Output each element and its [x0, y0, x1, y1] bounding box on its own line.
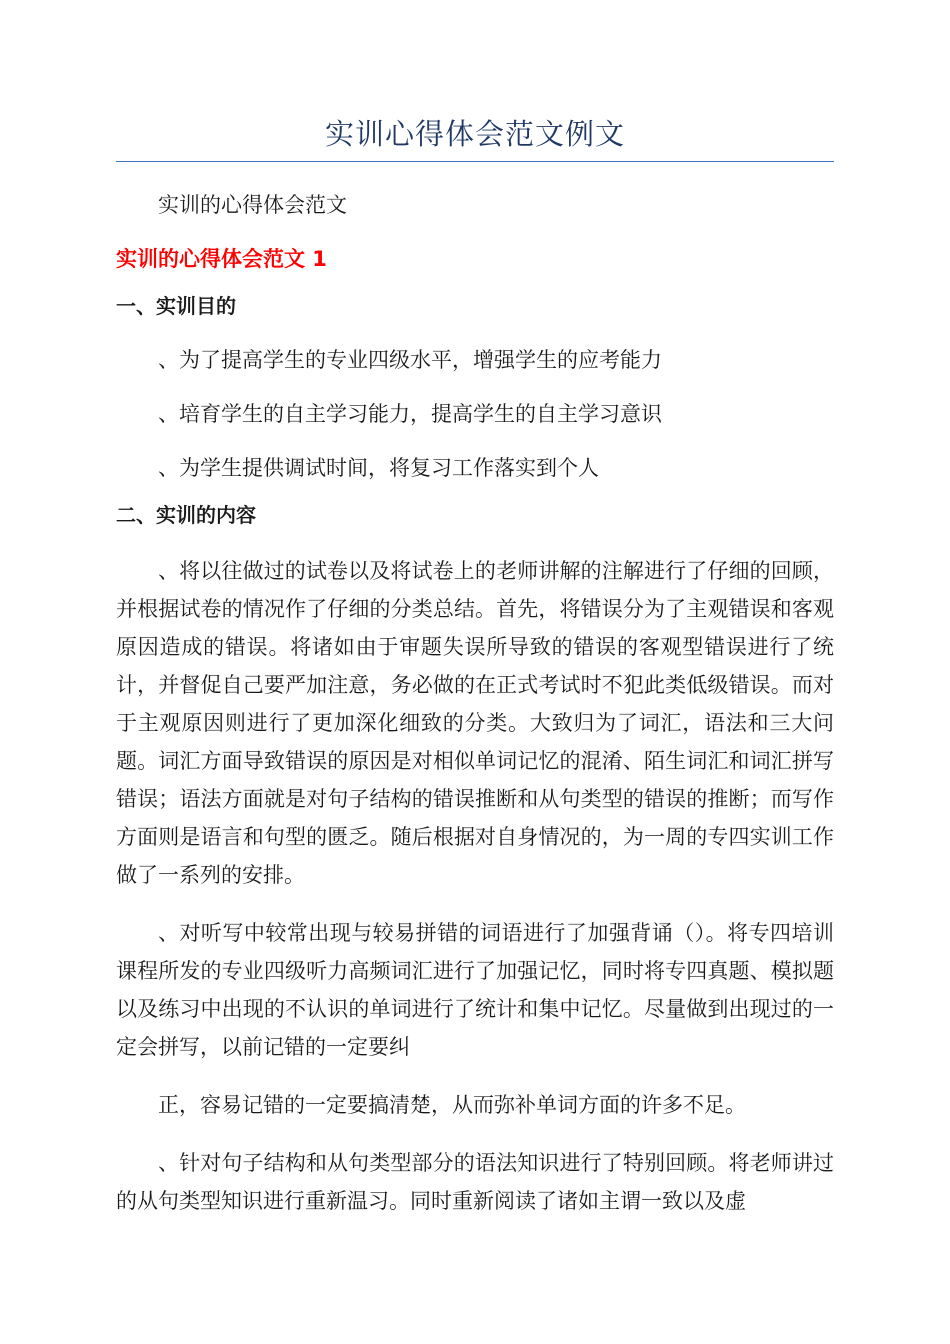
content-paragraph: 正，容易记错的一定要搞清楚，从而弥补单词方面的许多不足。	[158, 1093, 746, 1117]
section-heading: 实训的心得体会范文 1	[116, 247, 327, 271]
content-paragraph: 、对听写中较常出现与较易拼错的词语进行了加强背诵（）。将专四培训课程所发的专业四级听力高频词汇进行了加强记忆，同时将专四真题、模拟题以及练习中出现的不认识的单词进行了统计和集中记忆。尽量做到出现过的一定会拼写，以前记错的一定要纠	[116, 921, 834, 1059]
purpose-item: 、培育学生的自主学习能力，提高学生的自主学习意识	[158, 402, 662, 426]
document-page	[116, 0, 834, 1220]
document-subtitle: 实训的心得体会范文	[158, 193, 347, 217]
heading-content: 二、实训的内容	[116, 503, 256, 527]
purpose-item: 、为学生提供调试时间，将复习工作落实到个人	[158, 456, 599, 480]
document-title: 实训心得体会范文例文	[116, 112, 834, 162]
content-paragraph: 、将以往做过的试卷以及将试卷上的老师讲解的注解进行了仔细的回顾，并根据试卷的情况作了仔细的分类总结。首先，将错误分为了主观错误和客观原因造成的错误。将诸如由于审题失误所导致的错误的客观型错误进行了统计，并督促自己要严加注意，务必做的在正式考试时不犯此类低级错误。而对于主观原因则进行了更加深化细致的分类。大致归为了词汇，语法和三大问题。词汇方面导致错误的原因是对相似单词记忆的混淆、陌生词汇和词汇拼写错误；语法方面就是对句子结构的错误推断和从句类型的错误的推断；而写作方面则是语言和句型的匮乏。随后根据对自身情况的，为一周的专四实训工作做了一系列的安排。	[116, 559, 834, 887]
purpose-item: 、为了提高学生的专业四级水平，增强学生的应考能力	[158, 348, 662, 372]
heading-purpose: 一、实训目的	[116, 294, 236, 318]
content-paragraph: 、针对句子结构和从句类型部分的语法知识进行了特别回顾。将老师讲过的从句类型知识进行重新温习。同时重新阅读了诸如主谓一致以及虚	[116, 1151, 834, 1213]
